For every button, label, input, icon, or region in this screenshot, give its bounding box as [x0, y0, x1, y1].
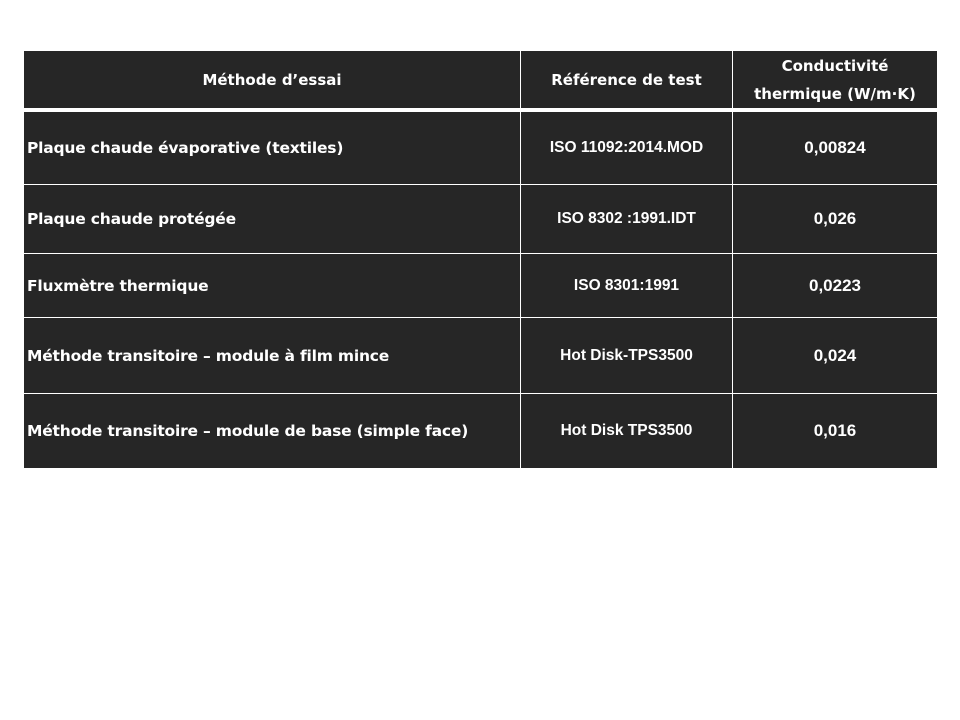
table-row — [24, 318, 938, 394]
header-conductivity-line1: Conductivité — [781, 56, 889, 75]
table-row — [24, 394, 938, 469]
table-row — [24, 110, 938, 185]
conductivity-cell: 0,00824 — [733, 110, 938, 185]
header-method: Méthode d’essai — [24, 51, 521, 111]
method-cell: Méthode transitoire – module à film mince — [24, 318, 521, 394]
reference-cell: Hot Disk TPS3500 — [521, 394, 733, 469]
method-cell: Méthode transitoire – module de base (simple face) — [24, 394, 521, 469]
table-header-row — [24, 51, 938, 111]
method-cell: Fluxmètre thermique — [24, 254, 521, 318]
reference-cell: ISO 8302 :1991.IDT — [521, 185, 733, 254]
table-row — [24, 254, 938, 318]
reference-cell: ISO 11092:2014.MOD — [521, 110, 733, 185]
conductivity-cell: 0,016 — [733, 394, 938, 469]
thermal-conductivity-table — [23, 50, 938, 469]
reference-cell: Hot Disk-TPS3500 — [521, 318, 733, 394]
header-reference: Référence de test — [521, 51, 733, 111]
conductivity-cell: 0,026 — [733, 185, 938, 254]
header-conductivity — [733, 51, 938, 111]
table-row — [24, 185, 938, 254]
method-cell: Plaque chaude évaporative (textiles) — [24, 110, 521, 185]
reference-cell: ISO 8301:1991 — [521, 254, 733, 318]
header-conductivity-line2: thermique (W/m·K) — [754, 84, 916, 103]
method-cell: Plaque chaude protégée — [24, 185, 521, 254]
conductivity-cell: 0,0223 — [733, 254, 938, 318]
conductivity-cell: 0,024 — [733, 318, 938, 394]
